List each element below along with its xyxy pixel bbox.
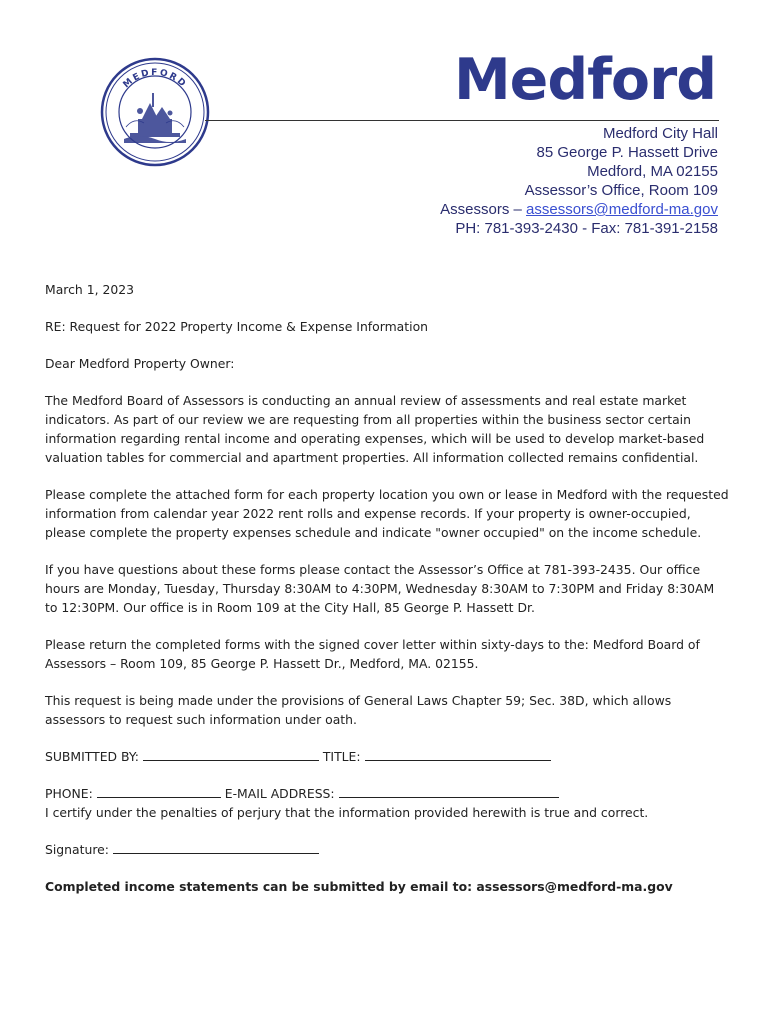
signature-field[interactable] [113,841,319,854]
letter-paragraph-4: Please return the completed forms with the signed cover letter within sixty-days to the: Medford Board of Assessors – Room 109, 85 George P. Hassett Dr., Medford, MA. 02155. [45,637,700,671]
email-label: E-MAIL ADDRESS: [224,786,335,801]
phone-email-block [45,784,730,822]
letter-body [45,280,730,914]
phone-field[interactable] [97,785,221,798]
letter-paragraph-2: Please complete the attached form for each property location you own or lease in Medford with the requested information from calendar year 2022 rent rolls and expense records. If your property is owner-occupied, please complete the property expenses schedule and indicate "owner occupied" on the income schedule. [45,487,729,540]
email-field[interactable] [339,785,559,798]
address-line-4: Assessor’s Office, Room 109 [524,182,718,199]
letter-paragraph-5: This request is being made under the provisions of General Laws Chapter 59; Sec. 38D, which allows assessors to request such information under oath. [45,693,672,727]
signature-row [45,840,730,859]
assessors-label: Assessors – [440,201,527,218]
phone-label: PHONE: [45,786,93,801]
assessors-email-link[interactable]: assessors@medford-ma.gov [526,201,718,218]
address-line-1: Medford City Hall [602,125,718,142]
assessors-contact [440,200,718,219]
submitted-by-row [45,747,730,766]
submitted-by-label: SUBMITTED BY: [45,749,139,764]
signature-label: Signature: [45,842,109,857]
title-field[interactable] [365,748,551,761]
svg-text:MEDFORD: MEDFORD [121,67,189,91]
submission-note: Completed income statements can be submitted by email to: assessors@medford-ma.gov [45,879,673,894]
header-divider [205,120,719,121]
certify-statement: I certify under the penalties of perjury that the information provided herewith is true and correct. [45,805,649,820]
brand-wordmark: Medford [453,47,716,113]
address-line-2: 85 George P. Hassett Drive [536,144,718,161]
letter-paragraph-1: The Medford Board of Assessors is conducting an annual review of assessments and real estate market indicators. As part of our review we are requesting from all properties within the business sector certain information regarding rental income and operating expenses, which will be used to develop market-based valuation tables for commercial and apartment properties. All information collected remains confidential. [45,393,705,465]
letter-subject: RE: Request for 2022 Property Income & Expense Information [45,319,429,334]
city-seal-icon [100,57,210,167]
submitted-by-field[interactable] [143,748,319,761]
letter-salutation: Dear Medford Property Owner: [45,356,235,371]
letter-paragraph-3: If you have questions about these forms please contact the Assessor’s Office at 781-393-2435. Our office hours are Monday, Tuesday, Thursday 8:30AM to 4:30PM, Wednesday 8:30AM to 7:30PM and Friday 8:30AM to 12:30PM. Our office is in Room 109 at the City Hall, 85 George P. Hassett Dr. [45,562,715,615]
phone-fax: PH: 781-393-2430 - Fax: 781-391-2158 [455,220,718,237]
title-label: TITLE: [322,749,361,764]
address-block [440,124,718,238]
address-line-3: Medford, MA 02155 [587,163,718,180]
letter-date: March 1, 2023 [45,282,135,297]
